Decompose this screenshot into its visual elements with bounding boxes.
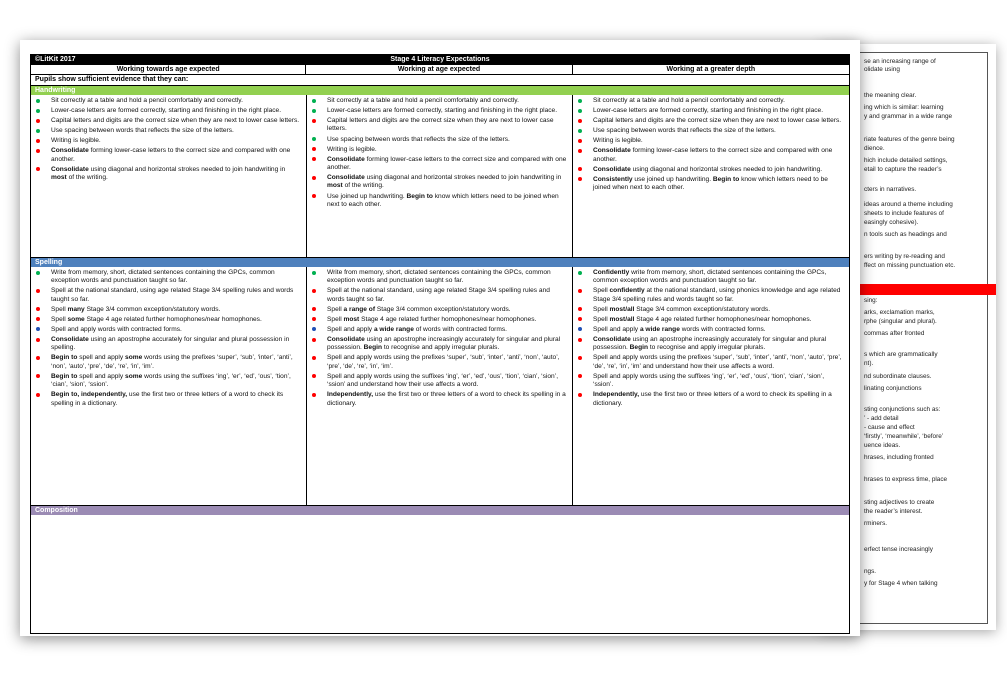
back-page-line: hrases, including fronted xyxy=(864,454,934,461)
criteria-item xyxy=(575,287,845,304)
criteria-item xyxy=(33,97,302,105)
criteria-text: Spell and apply a wide range of words with contracted forms. xyxy=(327,325,507,333)
criteria-text: Consolidate forming lower-case letters to the correct size and compared with one another. xyxy=(51,147,291,163)
bullet-icon xyxy=(312,289,316,293)
column-header-greater-depth: Working at a greater depth xyxy=(572,65,849,74)
bullet-icon xyxy=(36,99,40,103)
composition-row xyxy=(31,515,849,634)
criteria-list xyxy=(33,97,302,182)
criteria-text: Confidently write from memory, short, dictated sentences containing the GPCs, common exception words and punctuation taught so far. xyxy=(593,269,827,285)
bullet-icon xyxy=(312,393,316,397)
bullet-icon xyxy=(36,307,40,311)
column-header-expected: Working at age expected xyxy=(305,65,571,74)
criteria-list xyxy=(575,269,845,408)
bullet-icon xyxy=(36,139,40,143)
bullet-icon xyxy=(36,129,40,133)
criteria-item xyxy=(575,316,845,324)
bullet-icon xyxy=(312,327,316,331)
criteria-text: Consolidate using diagonal and horizontal strokes needed to join handwriting in most of the writing. xyxy=(51,165,286,182)
criteria-text: Capital letters and digits are the correct size when they are next to lower case letters. xyxy=(327,117,554,133)
criteria-item xyxy=(575,137,845,145)
criteria-item xyxy=(575,373,845,390)
handwriting-row xyxy=(31,95,849,258)
bullet-icon xyxy=(578,271,582,275)
criteria-text: Spell confidently at the national standard, using phonics knowledge and age related Stage 3/4 spelling rules and words taught so far. xyxy=(593,287,841,303)
criteria-item xyxy=(575,306,845,314)
bullet-icon xyxy=(36,338,40,342)
back-page-line: ’ - add detail xyxy=(864,415,899,422)
criteria-item xyxy=(33,166,302,183)
criteria-item xyxy=(309,156,568,173)
bullet-icon xyxy=(578,317,582,321)
criteria-text: Spell and apply words using the suffixes ‘ing’, ‘er’, ‘ed’, ‘ous’, ‘tion’, ‘cian’, ‘sion’, ‘ssion’. xyxy=(593,372,825,389)
criteria-item xyxy=(33,147,302,164)
criteria-item xyxy=(309,287,568,304)
criteria-item xyxy=(309,97,568,105)
back-page-line: se an increasing range of xyxy=(864,58,936,65)
bullet-icon xyxy=(578,356,582,360)
title-bar xyxy=(31,55,849,65)
bullet-icon xyxy=(312,338,316,342)
criteria-text: Lower-case letters are formed correctly, starting and finishing in the right place. xyxy=(593,107,824,115)
criteria-text: Consolidate forming lower-case letters to the correct size and compared with one another. xyxy=(593,147,833,163)
criteria-item xyxy=(575,326,845,334)
criteria-list xyxy=(575,97,845,193)
criteria-text: Spell and apply words using the prefixes ‘super’, ‘sub’, ‘inter’, ‘anti’, ‘non’, ‘auto’, ‘pre’, ‘de’, ‘re’, ‘in’, ‘im’ and understand how their use affects a word. xyxy=(593,354,842,370)
bullet-icon xyxy=(312,119,316,123)
criteria-item xyxy=(575,354,845,371)
criteria-text: Spell most/all Stage 4 age related further homophones/near homophones. xyxy=(593,315,812,323)
bullet-icon xyxy=(578,129,582,133)
criteria-text: Spell a range of Stage 3/4 common exception/statutory words. xyxy=(327,305,511,313)
bullet-icon xyxy=(36,119,40,123)
criteria-text: Use joined up handwriting. Begin to know which letters need to be joined when next to each other. xyxy=(327,192,559,208)
criteria-text: Consolidate using diagonal and horizontal strokes needed to join handwriting. xyxy=(593,165,823,173)
front-page xyxy=(20,40,860,636)
back-page-line: the reader’s interest. xyxy=(864,508,923,515)
back-page-line: sting conjunctions such as: xyxy=(864,406,941,413)
bullet-icon xyxy=(312,374,316,378)
bullet-icon xyxy=(578,374,582,378)
criteria-item xyxy=(309,107,568,115)
bullet-icon xyxy=(36,109,40,113)
bullet-icon xyxy=(36,356,40,360)
back-page-line: linating conjunctions xyxy=(864,385,922,392)
bullet-icon xyxy=(36,393,40,397)
bullet-icon xyxy=(578,307,582,311)
back-page-line: nt). xyxy=(864,360,874,367)
criteria-item xyxy=(309,354,568,371)
back-page-line: ffect on missing punctuation etc. xyxy=(864,262,956,269)
back-page-line: arks, exclamation marks, xyxy=(864,309,935,316)
bullet-icon xyxy=(312,356,316,360)
criteria-text: Begin to spell and apply some words using the suffixes ‘ing’, ‘er’, ‘ed’, ‘ous’, ‘tion’, ‘cian’, ‘sion’, ‘ssion’. xyxy=(51,372,291,389)
back-page-line: s which are grammatically xyxy=(864,351,938,358)
criteria-text: Use spacing between words that reflects the size of the letters. xyxy=(51,127,234,135)
criteria-text: Consolidate using an apostrophe accurately for singular and plural possession in spelling. xyxy=(51,336,290,352)
bullet-icon xyxy=(578,338,582,342)
criteria-item xyxy=(309,136,568,144)
criteria-text: Writing is legible. xyxy=(593,137,643,145)
bullet-icon xyxy=(578,139,582,143)
criteria-text: Spell at the national standard, using age related Stage 3/4 spelling rules and words taught so far. xyxy=(327,287,550,303)
criteria-text: Use spacing between words that reflects the size of the letters. xyxy=(593,127,776,135)
criteria-item xyxy=(33,336,302,353)
spelling-row xyxy=(31,267,849,506)
bullet-icon xyxy=(578,177,582,181)
expectations-table xyxy=(30,54,850,634)
criteria-item xyxy=(309,117,568,134)
column-header-towards: Working towards age expected xyxy=(116,66,220,73)
back-page-line: riate features of the genre being xyxy=(864,136,955,143)
criteria-list xyxy=(309,97,568,209)
criteria-text: Spell and apply words with contracted forms. xyxy=(51,325,182,333)
criteria-text: Consolidate using an apostrophe increasingly accurately for singular and plural possession. Begin to recognise and apply irregular plurals. xyxy=(593,336,827,352)
copyright-label: ©LitKit 2017 xyxy=(35,56,76,63)
back-page-line: ngs. xyxy=(864,568,877,575)
section-bar-handwriting: Handwriting xyxy=(31,86,849,95)
column-headers xyxy=(31,65,849,75)
criteria-text: Independently, use the first two or three letters of a word to check its spelling in a dictionary. xyxy=(327,391,566,407)
criteria-text: Writing is legible. xyxy=(51,137,101,145)
criteria-item xyxy=(309,336,568,353)
criteria-item xyxy=(309,174,568,191)
criteria-text: Begin to, independently, use the first two or three letters of a word to check its spelling in a dictionary. xyxy=(51,391,284,407)
spelling-towards-cell xyxy=(31,267,306,505)
back-page-line: ers writing by re-reading and xyxy=(864,253,945,260)
criteria-item xyxy=(33,127,302,135)
handwriting-towards-cell xyxy=(31,95,306,257)
bullet-icon xyxy=(312,317,316,321)
back-page-line: dience. xyxy=(864,145,885,152)
criteria-item xyxy=(33,287,302,304)
criteria-item xyxy=(33,316,302,324)
criteria-text: Sit correctly at a table and hold a pencil comfortably and correctly. xyxy=(51,97,243,104)
criteria-item xyxy=(33,107,302,115)
criteria-text: Spell some Stage 4 age related further homophones/near homophones. xyxy=(51,315,262,323)
criteria-item xyxy=(575,127,845,135)
bullet-icon xyxy=(578,289,582,293)
back-page-line: nd subordinate clauses. xyxy=(864,373,932,380)
back-page-line: uence ideas. xyxy=(864,442,901,449)
back-page-line: ‘firstly’, ‘meanwhile’, ‘before’ xyxy=(864,433,944,440)
back-page-line: cters in narratives. xyxy=(864,186,917,193)
criteria-item xyxy=(575,269,845,286)
back-page-line: commas after fronted xyxy=(864,330,925,337)
back-page-line: y for Stage 4 when talking xyxy=(864,580,938,587)
criteria-item xyxy=(309,193,568,210)
criteria-item xyxy=(33,373,302,390)
bullet-icon xyxy=(312,307,316,311)
back-page-line: sing: xyxy=(864,297,878,304)
back-page-line: sheets to include features of xyxy=(864,210,944,217)
criteria-item xyxy=(575,147,845,164)
bullet-icon xyxy=(36,327,40,331)
back-page-line: hich include detailed settings, xyxy=(864,157,948,164)
bullet-icon xyxy=(36,317,40,321)
criteria-text: Lower-case letters are formed correctly, starting and finishing in the right place. xyxy=(51,107,282,115)
criteria-item xyxy=(33,269,302,286)
bullet-icon xyxy=(578,119,582,123)
spelling-expected-cell xyxy=(306,267,572,505)
criteria-text: Consolidate using an apostrophe increasingly accurately for singular and plural possession. Begin to recognise and apply irregular plurals. xyxy=(327,336,561,352)
criteria-text: Begin to spell and apply some words using the prefixes ‘super’, ‘sub’, ‘inter’, ‘anti’, ‘non’, ‘auto’, ‘pre’, ‘de’, ‘re’, ‘in’, ‘im’. xyxy=(51,354,293,370)
back-page-line: n tools such as headings and xyxy=(864,231,947,238)
bullet-icon xyxy=(578,327,582,331)
bullet-icon xyxy=(312,157,316,161)
bullet-icon xyxy=(578,109,582,113)
criteria-text: Spell and apply words using the suffixes ‘ing’, ‘er’, ‘ed’, ‘ous’, ‘tion’, ‘cian’, ‘sion’, ‘ssion’ and understand how their use affects a word. xyxy=(327,372,559,389)
criteria-item xyxy=(575,336,845,353)
criteria-text: Spell and apply a wide range words with contracted forms. xyxy=(593,325,766,333)
criteria-item xyxy=(33,306,302,314)
criteria-text: Consolidate forming lower-case letters to the correct size and compared with one another. xyxy=(327,155,567,172)
back-page-line: ing which is similar: learning xyxy=(864,104,944,111)
criteria-item xyxy=(575,391,845,408)
handwriting-expected-cell xyxy=(306,95,572,257)
evidence-statement: Pupils show sufficient evidence that they can: xyxy=(31,75,849,86)
bullet-icon xyxy=(36,374,40,378)
back-page-line: sting adjectives to create xyxy=(864,499,935,506)
bullet-icon xyxy=(36,149,40,153)
criteria-item xyxy=(309,326,568,334)
bullet-icon xyxy=(312,271,316,275)
criteria-item xyxy=(309,391,568,408)
criteria-text: Sit correctly at a table and hold a pencil comfortably and correctly. xyxy=(327,97,519,104)
criteria-text: Use spacing between words that reflects the size of the letters. xyxy=(327,135,510,143)
criteria-text: Spell many Stage 3/4 common exception/statutory words. xyxy=(51,305,221,313)
bullet-icon xyxy=(312,137,316,141)
criteria-list xyxy=(309,269,568,408)
criteria-item xyxy=(309,269,568,286)
back-page-line: y and grammar in a wide range xyxy=(864,113,953,120)
criteria-text: Write from memory, short, dictated sentences containing the GPCs, common exception words and punctuation taught so far. xyxy=(327,269,551,285)
criteria-text: Write from memory, short, dictated sentences containing the GPCs, common exception words and punctuation taught so far. xyxy=(51,269,275,285)
back-page-line: rphe (singular and plural). xyxy=(864,318,937,325)
section-bar-composition: Composition xyxy=(31,506,849,515)
criteria-text: Spell most/all Stage 3/4 common exception/statutory words. xyxy=(593,305,771,313)
page-title: Stage 4 Literacy Expectations xyxy=(390,56,490,63)
bullet-icon xyxy=(312,109,316,113)
criteria-text: Independently, use the first two or three letters of a word to check its spelling in a dictionary. xyxy=(593,391,832,407)
bullet-icon xyxy=(312,99,316,103)
bullet-icon xyxy=(578,167,582,171)
criteria-item xyxy=(309,146,568,154)
bullet-icon xyxy=(36,167,40,171)
section-bar-spelling: Spelling xyxy=(31,258,849,267)
criteria-item xyxy=(575,117,845,125)
criteria-item xyxy=(33,354,302,371)
back-page-line: erfect tense increasingly xyxy=(864,546,933,553)
criteria-text: Capital letters and digits are the correct size when they are next to lower case letters. xyxy=(593,117,842,125)
criteria-text: Spell and apply words using the prefixes ‘super’, ‘sub’, ‘inter’, ‘anti’, ‘non’, ‘auto’, ‘pre’, ‘de’, ‘re’, ‘in’, ‘im’. xyxy=(327,354,560,370)
back-page-line: ideas around a theme including xyxy=(864,201,953,208)
back-page-line: rminers. xyxy=(864,520,888,527)
criteria-item xyxy=(33,326,302,334)
spelling-greater-depth-cell xyxy=(572,267,849,505)
back-page-line: - cause and effect xyxy=(864,424,915,431)
criteria-text: Lower-case letters are formed correctly, starting and finishing in the right place. xyxy=(327,107,558,115)
criteria-text: Consistently use joined up handwriting. Begin to know which letters need to be joined when next to each other. xyxy=(593,175,828,192)
criteria-item xyxy=(309,306,568,314)
bullet-icon xyxy=(578,149,582,153)
criteria-text: Spell most Stage 4 age related further homophones/near homophones. xyxy=(327,315,537,323)
criteria-item xyxy=(33,117,302,125)
criteria-item xyxy=(575,107,845,115)
bullet-icon xyxy=(312,194,316,198)
criteria-item xyxy=(575,166,845,174)
bullet-icon xyxy=(578,99,582,103)
back-page-line: the meaning clear. xyxy=(864,92,917,99)
bullet-icon xyxy=(312,176,316,180)
back-page-line: olidate using xyxy=(864,66,900,73)
bullet-icon xyxy=(312,147,316,151)
criteria-item xyxy=(309,373,568,390)
back-page-line: hrases to express time, place xyxy=(864,476,948,483)
criteria-item xyxy=(309,316,568,324)
criteria-item xyxy=(575,97,845,105)
bullet-icon xyxy=(578,393,582,397)
back-page-line: etail to capture the reader’s xyxy=(864,166,942,173)
criteria-text: Consolidate using diagonal and horizontal strokes needed to join handwriting in most of the writing. xyxy=(327,174,562,190)
bullet-icon xyxy=(36,289,40,293)
criteria-item xyxy=(575,176,845,193)
criteria-text: Capital letters and digits are the correct size when they are next to lower case letters. xyxy=(51,117,300,125)
handwriting-greater-depth-cell xyxy=(572,95,849,257)
bullet-icon xyxy=(36,271,40,275)
criteria-text: Sit correctly at a table and hold a pencil comfortably and correctly. xyxy=(593,97,785,104)
back-page-line: easingly cohesive). xyxy=(864,219,919,226)
criteria-list xyxy=(33,269,302,408)
criteria-item xyxy=(33,391,302,408)
criteria-text: Spell at the national standard, using age related Stage 3/4 spelling rules and words taught so far. xyxy=(51,287,294,303)
criteria-text: Writing is legible. xyxy=(327,145,377,153)
criteria-item xyxy=(33,137,302,145)
